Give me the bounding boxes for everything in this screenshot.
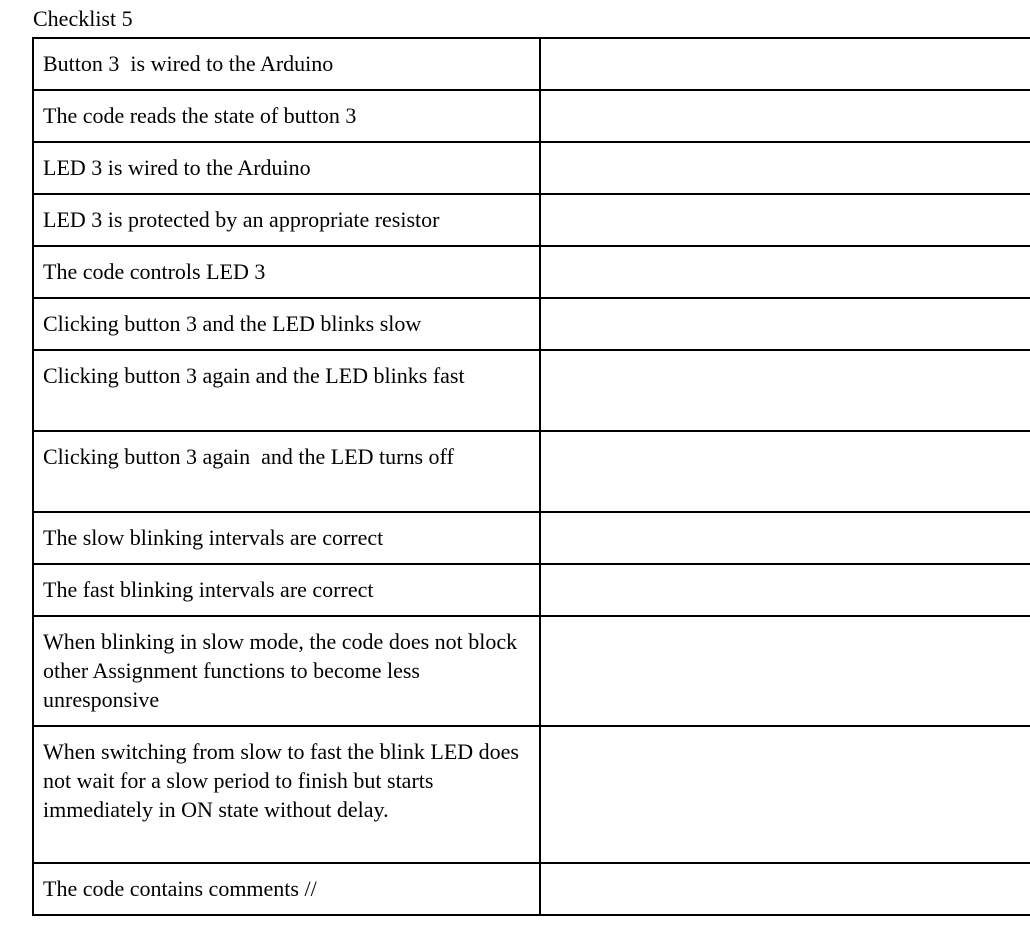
checklist-item-text: Clicking button 3 again and the LED turns off — [33, 431, 540, 512]
checklist-item-text: Clicking button 3 and the LED blinks slow — [33, 298, 540, 350]
checklist-row — [33, 512, 1030, 564]
checklist-row — [33, 564, 1030, 616]
checklist-check-cell[interactable] — [540, 350, 1030, 431]
checklist-row — [33, 246, 1030, 298]
checklist-check-cell[interactable] — [540, 38, 1030, 90]
checklist-check-cell[interactable] — [540, 726, 1030, 863]
checklist-item-text: Button 3 is wired to the Arduino — [33, 38, 540, 90]
checklist-row — [33, 726, 1030, 863]
checklist-check-cell[interactable] — [540, 431, 1030, 512]
checklist-item-text: When blinking in slow mode, the code does not block other Assignment functions to become less unresponsive — [33, 616, 540, 726]
checklist-item-text: The code controls LED 3 — [33, 246, 540, 298]
checklist-row — [33, 38, 1030, 90]
checklist-check-cell[interactable] — [540, 142, 1030, 194]
checklist-check-cell[interactable] — [540, 512, 1030, 564]
checklist-row — [33, 350, 1030, 431]
checklist-item-text: The code reads the state of button 3 — [33, 90, 540, 142]
checklist-row — [33, 90, 1030, 142]
checklist-item-text: When switching from slow to fast the blink LED does not wait for a slow period to finish but starts immediately in ON state without delay. — [33, 726, 540, 863]
checklist-check-cell[interactable] — [540, 298, 1030, 350]
checklist-check-cell[interactable] — [540, 863, 1030, 915]
checklist-row — [33, 863, 1030, 915]
checklist-item-text: LED 3 is wired to the Arduino — [33, 142, 540, 194]
checklist-item-text: The fast blinking intervals are correct — [33, 564, 540, 616]
checklist-row — [33, 431, 1030, 512]
checklist-table — [32, 37, 1030, 916]
checklist-item-text: LED 3 is protected by an appropriate resistor — [33, 194, 540, 246]
checklist-row — [33, 616, 1030, 726]
checklist-check-cell[interactable] — [540, 616, 1030, 726]
checklist-item-text: The slow blinking intervals are correct — [33, 512, 540, 564]
checklist-item-text: Clicking button 3 again and the LED blinks fast — [33, 350, 540, 431]
checklist-row — [33, 194, 1030, 246]
checklist-row — [33, 298, 1030, 350]
checklist-item-text: The code contains comments // — [33, 863, 540, 915]
checklist-check-cell[interactable] — [540, 246, 1030, 298]
checklist-row — [33, 142, 1030, 194]
checklist-check-cell[interactable] — [540, 564, 1030, 616]
checklist-check-cell[interactable] — [540, 194, 1030, 246]
checklist-check-cell[interactable] — [540, 90, 1030, 142]
page-title: Checklist 5 — [33, 6, 133, 31]
